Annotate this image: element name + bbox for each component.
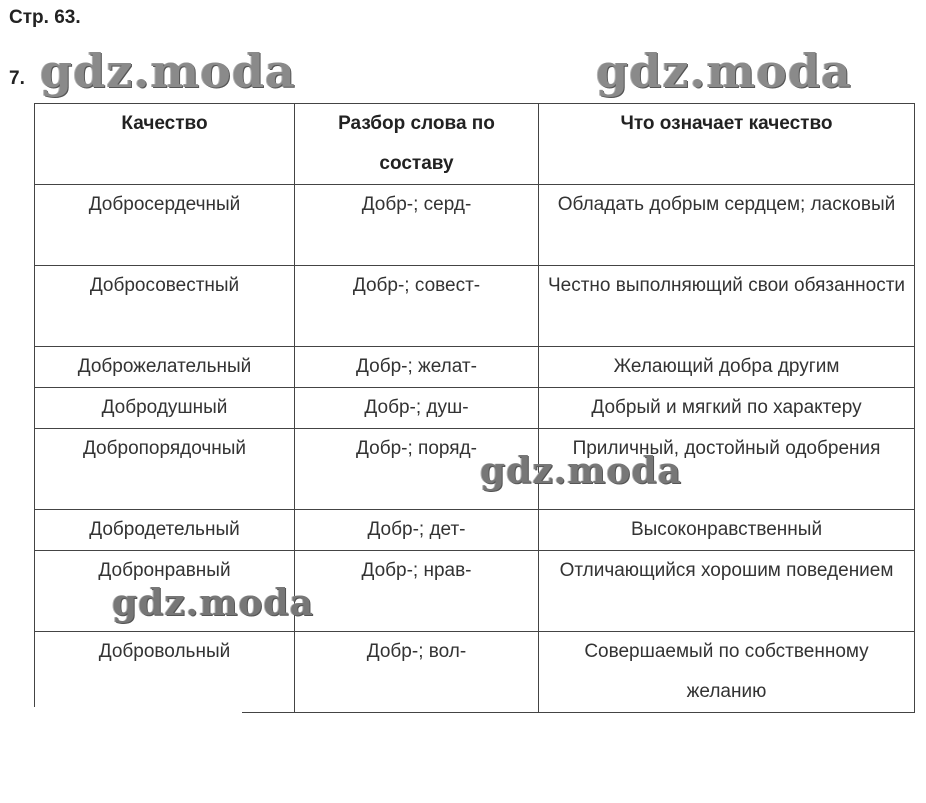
cell-quality: Добропорядочный — [35, 429, 295, 510]
cell-quality: Добросердечный — [35, 185, 295, 266]
cell-meaning: Совершаемый по собственному желанию — [539, 632, 915, 713]
cell-meaning: Высоконравственный — [539, 510, 915, 551]
cell-meaning: Желающий добра другим — [539, 347, 915, 388]
table-row — [35, 632, 915, 713]
cell-analysis: Добр-; нрав- — [295, 551, 539, 632]
cell-analysis: Добр-; серд- — [295, 185, 539, 266]
cell-analysis: Добр-; желат- — [295, 347, 539, 388]
cell-quality: Добросовестный — [35, 266, 295, 347]
watermark-logo: gdz.moda — [480, 450, 682, 492]
header-meaning: Что означает качество — [539, 104, 915, 185]
table-row — [35, 388, 915, 429]
cell-quality: Доброжелательный — [35, 347, 295, 388]
table-row — [35, 347, 915, 388]
watermark-logo: gdz.moda — [112, 582, 314, 624]
table-row — [35, 266, 915, 347]
cell-meaning: Честно выполняющий свои обязанности — [539, 266, 915, 347]
header-quality: Качество — [35, 104, 295, 185]
table-row — [35, 429, 915, 510]
cell-meaning: Приличный, достойный одобрения — [539, 429, 915, 510]
cell-analysis: Добр-; совест- — [295, 266, 539, 347]
cell-quality: Добровольный — [35, 632, 295, 713]
table-row — [35, 185, 915, 266]
page-reference: Стр. 63. — [9, 7, 81, 28]
cell-meaning: Отличающийся хорошим поведением — [539, 551, 915, 632]
cell-analysis: Добр-; поряд- — [295, 429, 539, 510]
cell-analysis: Добр-; дет- — [295, 510, 539, 551]
table-header-row — [35, 104, 915, 185]
cell-meaning: Добрый и мягкий по характеру — [539, 388, 915, 429]
cell-analysis: Добр-; душ- — [295, 388, 539, 429]
watermark-logo: gdz.moda — [596, 44, 852, 98]
cell-quality: Добронравный — [35, 551, 295, 632]
cell-analysis: Добр-; вол- — [295, 632, 539, 713]
header-word-analysis: Разбор слова по составу — [295, 104, 539, 185]
cell-quality: Добродетельный — [35, 510, 295, 551]
table-row — [35, 510, 915, 551]
cell-meaning: Обладать добрым сердцем; ласковый — [539, 185, 915, 266]
cell-quality: Добродушный — [35, 388, 295, 429]
watermark-logo: gdz.moda — [40, 44, 296, 98]
torn-edge-mask-bottom — [0, 707, 242, 717]
task-number: 7. — [9, 68, 25, 89]
